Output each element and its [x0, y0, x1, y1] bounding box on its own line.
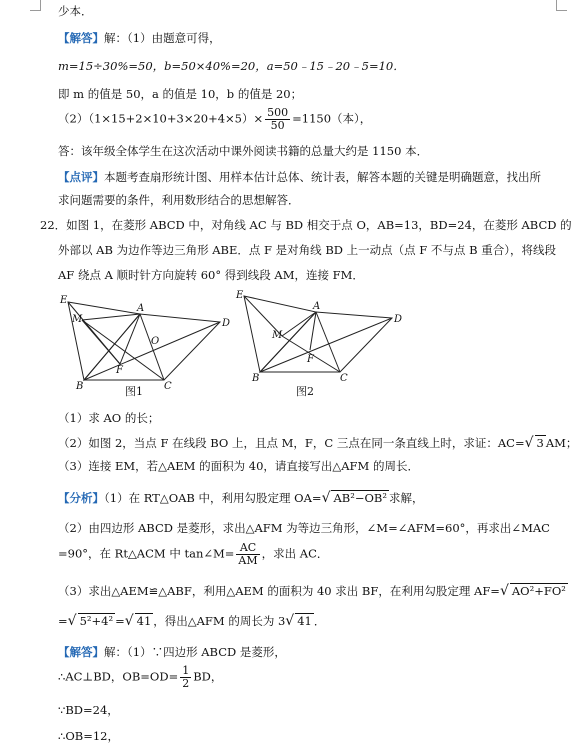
- text-line: 本题考查扇形统计图、用样本估计总体、统计表，解答本题的关键是明确题意，找出所: [104, 170, 541, 184]
- text-part: 求解，: [388, 491, 424, 505]
- point-label-f: F: [307, 354, 314, 365]
- answer-tag: 【解答】: [58, 645, 104, 659]
- text-line: 解：（1）∵四边形 ABCD 是菱形，: [104, 645, 286, 659]
- text-line: （2）由四边形 ABCD 是菱形，求出△AFM 为等边三角形，∠M=∠AFM=60°，再求出∠MAC: [58, 521, 550, 535]
- equation-line: m=15÷30%=50，b=50×40%=20，a=50﹣15﹣20﹣5=10．: [58, 59, 405, 73]
- point-label-e: E: [236, 290, 244, 301]
- subquestion-3: （3）连接 EM，若△AEM 的面积为 40，请直接写出△AFM 的周长．: [58, 459, 419, 473]
- radicand: AO²+FO²: [511, 584, 566, 598]
- radicand: 41: [297, 614, 312, 628]
- text-line: ∴OB=12，: [58, 729, 119, 743]
- fraction-denominator: 50: [270, 119, 285, 132]
- text-part: AM；: [545, 436, 578, 450]
- point-label-m: M: [272, 330, 283, 341]
- segment-mc: [82, 320, 164, 380]
- point-label-b: B: [76, 381, 84, 392]
- radical-sign: √: [524, 435, 534, 451]
- segment-ef: [68, 302, 120, 364]
- text-part: =90°，在 Rt△ACM 中 tan∠M=: [58, 546, 235, 561]
- text-line: 少本．: [58, 4, 93, 18]
- formula-part: =1150（本），: [292, 111, 372, 126]
- point-label-a: A: [137, 303, 145, 314]
- fraction-denominator: AM: [238, 554, 258, 567]
- text-part: =: [115, 614, 125, 628]
- segment-am: [282, 312, 316, 336]
- segment-am: [82, 314, 140, 320]
- question-line: 外部以 AB 为边作等边三角形 ABE．点 F 是对角线 BD 上一动点（点 F 不与点 B 重合），将线段: [58, 243, 556, 257]
- point-label-d: D: [394, 314, 403, 325]
- segment-af: [120, 314, 140, 364]
- answer-tag: 【解答】: [58, 31, 104, 45]
- text-part: （2）如图 2，当点 F 在线段 BO 上，且点 M，F，C 三点在同一条直线上时，求证：AC=: [58, 436, 525, 450]
- radical-sign: √: [285, 613, 295, 629]
- radicand: 5²+4²: [79, 614, 114, 628]
- point-label-e: E: [60, 295, 68, 306]
- figure-2: [232, 288, 408, 398]
- text-part: ，得出△AFM 的周长为 3: [153, 614, 286, 628]
- fraction-denominator: 2: [182, 677, 190, 690]
- radicand: AB²−OB²: [333, 491, 387, 505]
- radical-sign: √: [321, 490, 331, 506]
- subquestion-2: [58, 435, 577, 450]
- corner-mark-top-right: [556, 0, 567, 11]
- text-part: BD，: [193, 669, 223, 684]
- formula-line: [58, 665, 222, 690]
- diagonal-ac: [316, 312, 340, 372]
- radical-sign: √: [67, 613, 77, 629]
- text-line: ∵BD=24，: [58, 703, 119, 717]
- formula-line: [58, 583, 568, 598]
- text-line: 求问题需要的条件，利用数形结合的思想解答．: [58, 193, 300, 207]
- radical-sign: √: [499, 583, 509, 599]
- fraction-numerator: 1: [182, 664, 190, 677]
- fraction-numerator: AC: [236, 542, 259, 555]
- point-label-f: F: [116, 365, 123, 376]
- answer-heading: [58, 31, 221, 45]
- comment-tag: 【点评】: [58, 170, 104, 184]
- fraction: [180, 665, 191, 690]
- point-label-o: O: [151, 336, 160, 347]
- figure-2-caption: 图2: [296, 385, 314, 398]
- question-line: AF 绕点 A 顺时针方向旋转 60° 得到线段 AM，连接 FM．: [58, 268, 364, 282]
- radicand: 3: [536, 436, 544, 450]
- formula-line: [58, 613, 325, 628]
- text-line: 即 m 的值是 50，a 的值是 10，b 的值是 20；: [58, 87, 303, 101]
- text-part: （3）求出△AEM≌△ABF，利用△AEM 的面积为 40 求出 BF，在利用勾股定理 AF=: [58, 584, 500, 598]
- point-label-c: C: [164, 381, 172, 392]
- text-part: ．: [313, 614, 326, 628]
- fraction: [236, 542, 259, 567]
- radicand: 41: [136, 614, 152, 628]
- point-label-c: C: [340, 373, 348, 384]
- analysis-tag: 【分析】: [58, 491, 104, 505]
- diagonal-bd: [260, 318, 392, 372]
- figure-1-caption: 图1: [125, 385, 143, 398]
- question-line: 22．如图 1，在菱形 ABCD 中，对角线 AC 与 BD 相交于点 O，AB=13，BD=24，在菱形 ABCD 的: [40, 218, 572, 232]
- analysis-line: [58, 490, 423, 505]
- point-label-d: D: [222, 318, 231, 329]
- fraction: [265, 107, 290, 132]
- text-line: 答：该年级全体学生在这次活动中课外阅读书籍的总量大约是 1150 本．: [58, 144, 429, 158]
- point-label-m: M: [72, 314, 83, 325]
- text-line: 解：（1）由题意可得，: [104, 31, 221, 45]
- formula-line: [58, 542, 328, 567]
- text-part: ，求出 AC．: [261, 546, 329, 561]
- corner-mark-top-left: [30, 0, 41, 11]
- formula-line: [58, 107, 371, 132]
- solution-heading: [58, 645, 286, 659]
- radical-sign: √: [124, 613, 134, 629]
- text-part: ∴AC⊥BD，OB=OD=: [58, 669, 179, 684]
- point-label-a: A: [313, 301, 321, 312]
- comment-line: [58, 170, 541, 184]
- subquestion-1: （1）求 AO 的长；: [58, 411, 160, 425]
- figure-1: [56, 292, 236, 400]
- fraction-numerator: 500: [267, 106, 289, 119]
- formula-part: （2）（1×15+2×10+3×20+4×5）×: [58, 111, 264, 126]
- point-label-b: B: [252, 373, 260, 384]
- text-part: =: [58, 614, 68, 628]
- text-part: （1）在 RT△OAB 中，利用勾股定理 OA=: [104, 491, 322, 505]
